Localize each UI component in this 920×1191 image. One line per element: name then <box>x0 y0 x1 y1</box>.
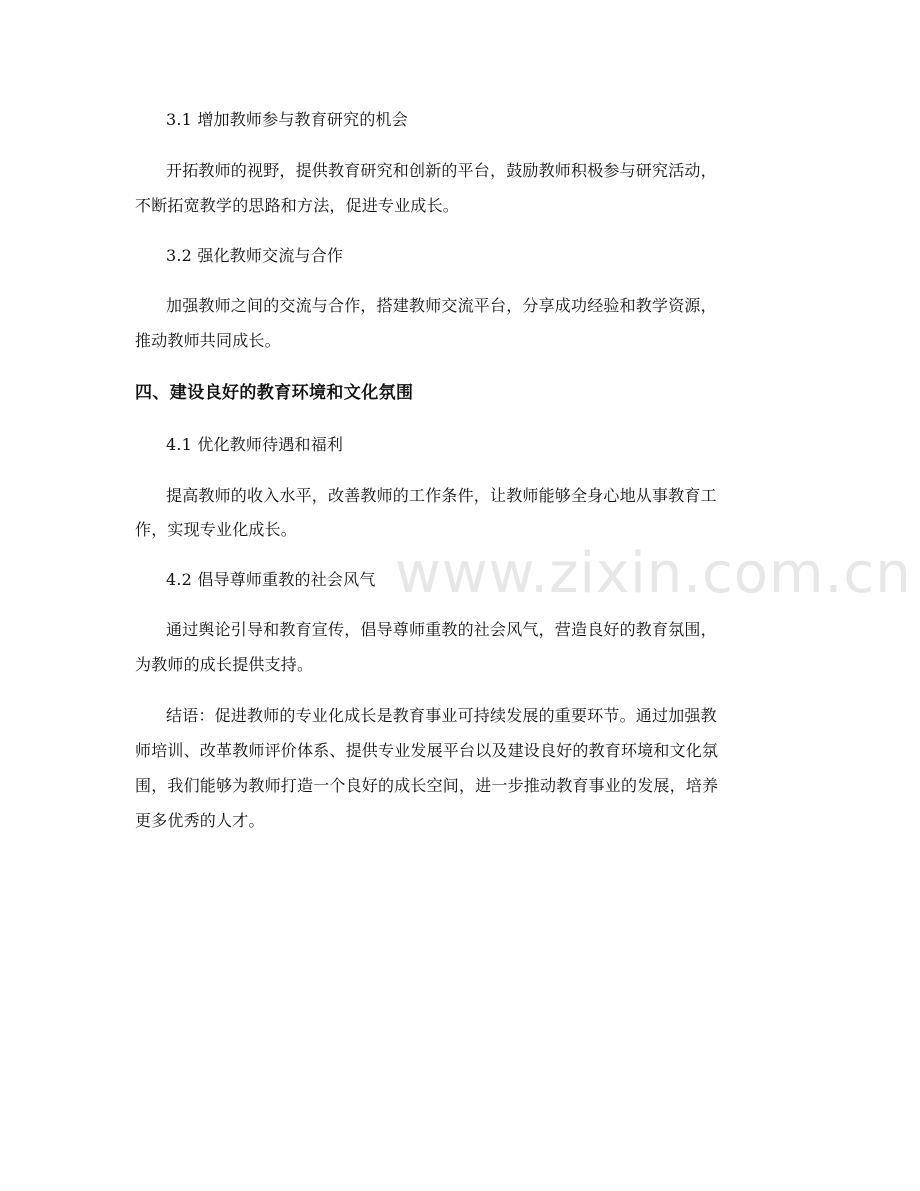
conclusion-line-4: 更多优秀的人才。 <box>135 811 265 830</box>
subsection-3-2-body-line-2: 推动教师共同成长。 <box>135 331 281 350</box>
subsection-3-2-title: 3.2 强化教师交流与合作 <box>166 246 344 265</box>
conclusion-line-3: 围，我们能够为教师打造一个良好的成长空间，进一步推动教育事业的发展，培养 <box>135 776 719 795</box>
conclusion-line-2: 师培训、改革教师评价体系、提供专业发展平台以及建设良好的教育环境和文化氛 <box>135 741 719 760</box>
subsection-3-2-body-line-1: 加强教师之间的交流与合作，搭建教师交流平台，分享成功经验和教学资源， <box>166 296 717 315</box>
subsection-3-1-title: 3.1 增加教师参与教育研究的机会 <box>166 110 408 129</box>
subsection-3-1-body-line-2: 不断拓宽教学的思路和方法，促进专业成长。 <box>135 196 460 215</box>
watermark: www.zixin.com.cn <box>395 541 912 606</box>
subsection-4-1-body-line-1: 提高教师的收入水平，改善教师的工作条件，让教师能够全身心地从事教育工 <box>166 486 717 505</box>
subsection-4-2-body-line-1: 通过舆论引导和教育宣传，倡导尊师重教的社会风气，营造良好的教育氛围， <box>166 620 717 639</box>
subsection-4-2-body-line-2: 为教师的成长提供支持。 <box>135 655 314 674</box>
subsection-3-1-body-line-1: 开拓教师的视野，提供教育研究和创新的平台，鼓励教师积极参与研究活动， <box>166 161 717 180</box>
subsection-4-1-body-line-2: 作，实现专业化成长。 <box>135 520 298 539</box>
subsection-4-2-title: 4.2 倡导尊师重教的社会风气 <box>166 570 376 589</box>
section-4-heading: 四、建设良好的教育环境和文化氛围 <box>135 383 414 403</box>
subsection-4-1-title: 4.1 优化教师待遇和福利 <box>166 435 344 454</box>
conclusion-line-1: 结语：促进教师的专业化成长是教育事业可持续发展的重要环节。通过加强教 <box>166 706 717 725</box>
